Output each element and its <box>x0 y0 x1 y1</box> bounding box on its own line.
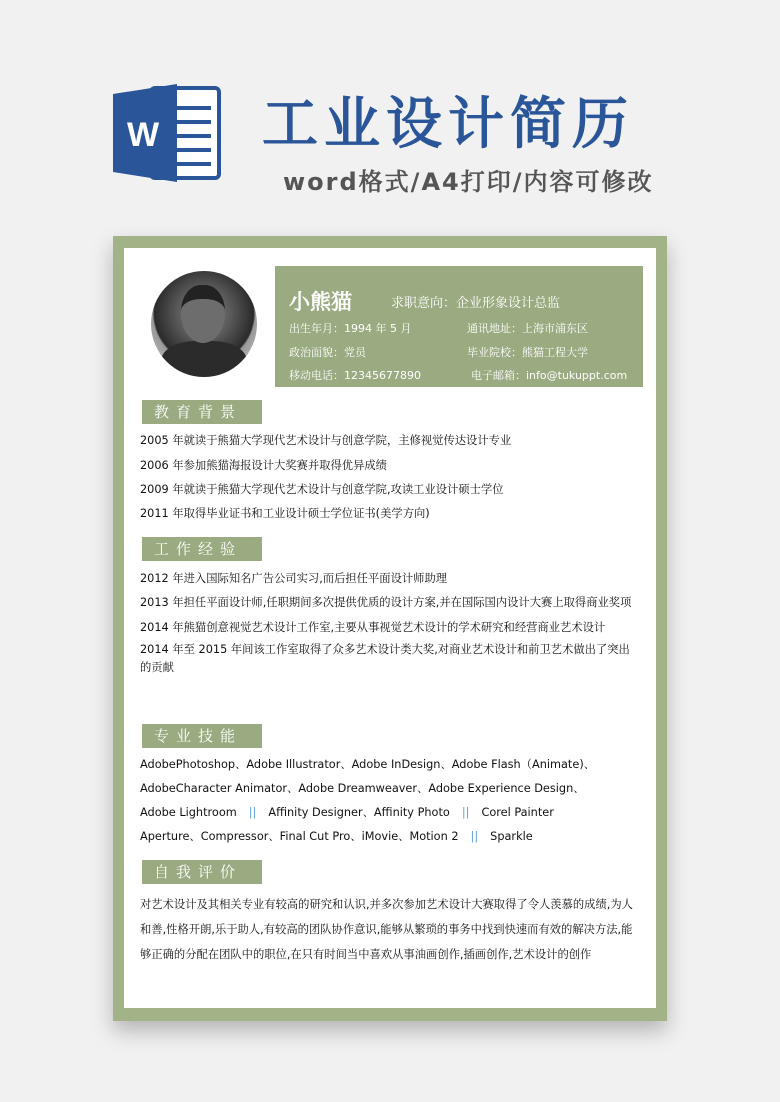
list-item: 2009 年就读于熊猫大学现代艺术设计与创意学院,攻读工业设计硕士学位 <box>140 483 504 496</box>
list-item: 2014 年至 2015 年间该工作室取得了众多艺术设计类大奖,对商业艺术设计和前卫艺术做出了突出的贡献 <box>140 643 630 674</box>
field-school: 毕业院校：熊猫工程大学 <box>467 346 588 359</box>
section-skills-title: 专业技能 <box>142 724 262 748</box>
skills-line: AdobePhotoshop、Adobe Illustrator、Adobe InDesign、Adobe Flash（Animate)、 <box>140 758 596 771</box>
profile-card <box>275 266 643 387</box>
resume-paper <box>124 248 656 1008</box>
skills-line: AdobeCharacter Animator、Adobe Dreamweaver、Adobe Experience Design、 <box>140 782 585 795</box>
section-work-title: 工作经验 <box>142 537 262 561</box>
section-self-title: 自我评价 <box>142 860 262 884</box>
list-item: 2014 年熊猫创意视觉艺术设计工作室,主要从事视觉艺术设计的学术研究和经营商业艺术设计 <box>140 621 606 634</box>
field-birth: 出生年月：1994 年 5 月 <box>289 322 412 335</box>
list-item: 2012 年进入国际知名广告公司实习,而后担任平面设计师助理 <box>140 572 448 585</box>
avatar <box>151 271 257 377</box>
section-education-title: 教育背景 <box>142 400 262 424</box>
list-item: 2005 年就读于熊猫大学现代艺术设计与创意学院，主修视觉传达设计专业 <box>140 434 512 447</box>
svg-text:W: W <box>126 116 160 154</box>
resume-frame <box>113 236 667 1021</box>
word-logo-icon <box>113 84 223 182</box>
list-item: 2011 年取得毕业证书和工业设计硕士学位证书(美学方向) <box>140 507 430 520</box>
field-phone: 移动电话：12345677890 <box>289 369 421 382</box>
page-title: 工业设计简历 <box>262 92 634 157</box>
name: 小熊猫 <box>289 290 352 314</box>
skills-line: Aperture、Compressor、Final Cut Pro、iMovie、Motion 2 || Sparkle <box>140 830 533 843</box>
list-item: 2013 年担任平面设计师,任职期间多次提供优质的设计方案,并在国际国内设计大赛上取得商业奖项 <box>140 596 632 609</box>
field-politics: 政治面貌：党员 <box>289 346 366 359</box>
page-subtitle: word格式/A4打印/内容可修改 <box>283 168 654 196</box>
field-email: 电子邮箱：info@tukuppt.com <box>471 369 628 382</box>
field-address: 通讯地址：上海市浦东区 <box>467 322 588 335</box>
skills-line: Adobe Lightroom || Affinity Designer、Affinity Photo || Corel Painter <box>140 806 554 819</box>
job-intent: 求职意向：企业形象设计总监 <box>391 296 561 311</box>
list-item: 2006 年参加熊猫海报设计大奖赛并取得优异成绩 <box>140 459 387 472</box>
self-evaluation: 对艺术设计及其相关专业有较高的研究和认识,并多次参加艺术设计大赛取得了令人羡慕的成绩,为人和善,性格开朗,乐于助人,有较高的团队协作意识,能够从繁琐的事务中找到快速而有效的解决方法,能够正确的分配在团队中的职位,在只有时间当中喜欢从事油画创作,插画创作,艺术设计的创作 <box>140 898 633 961</box>
